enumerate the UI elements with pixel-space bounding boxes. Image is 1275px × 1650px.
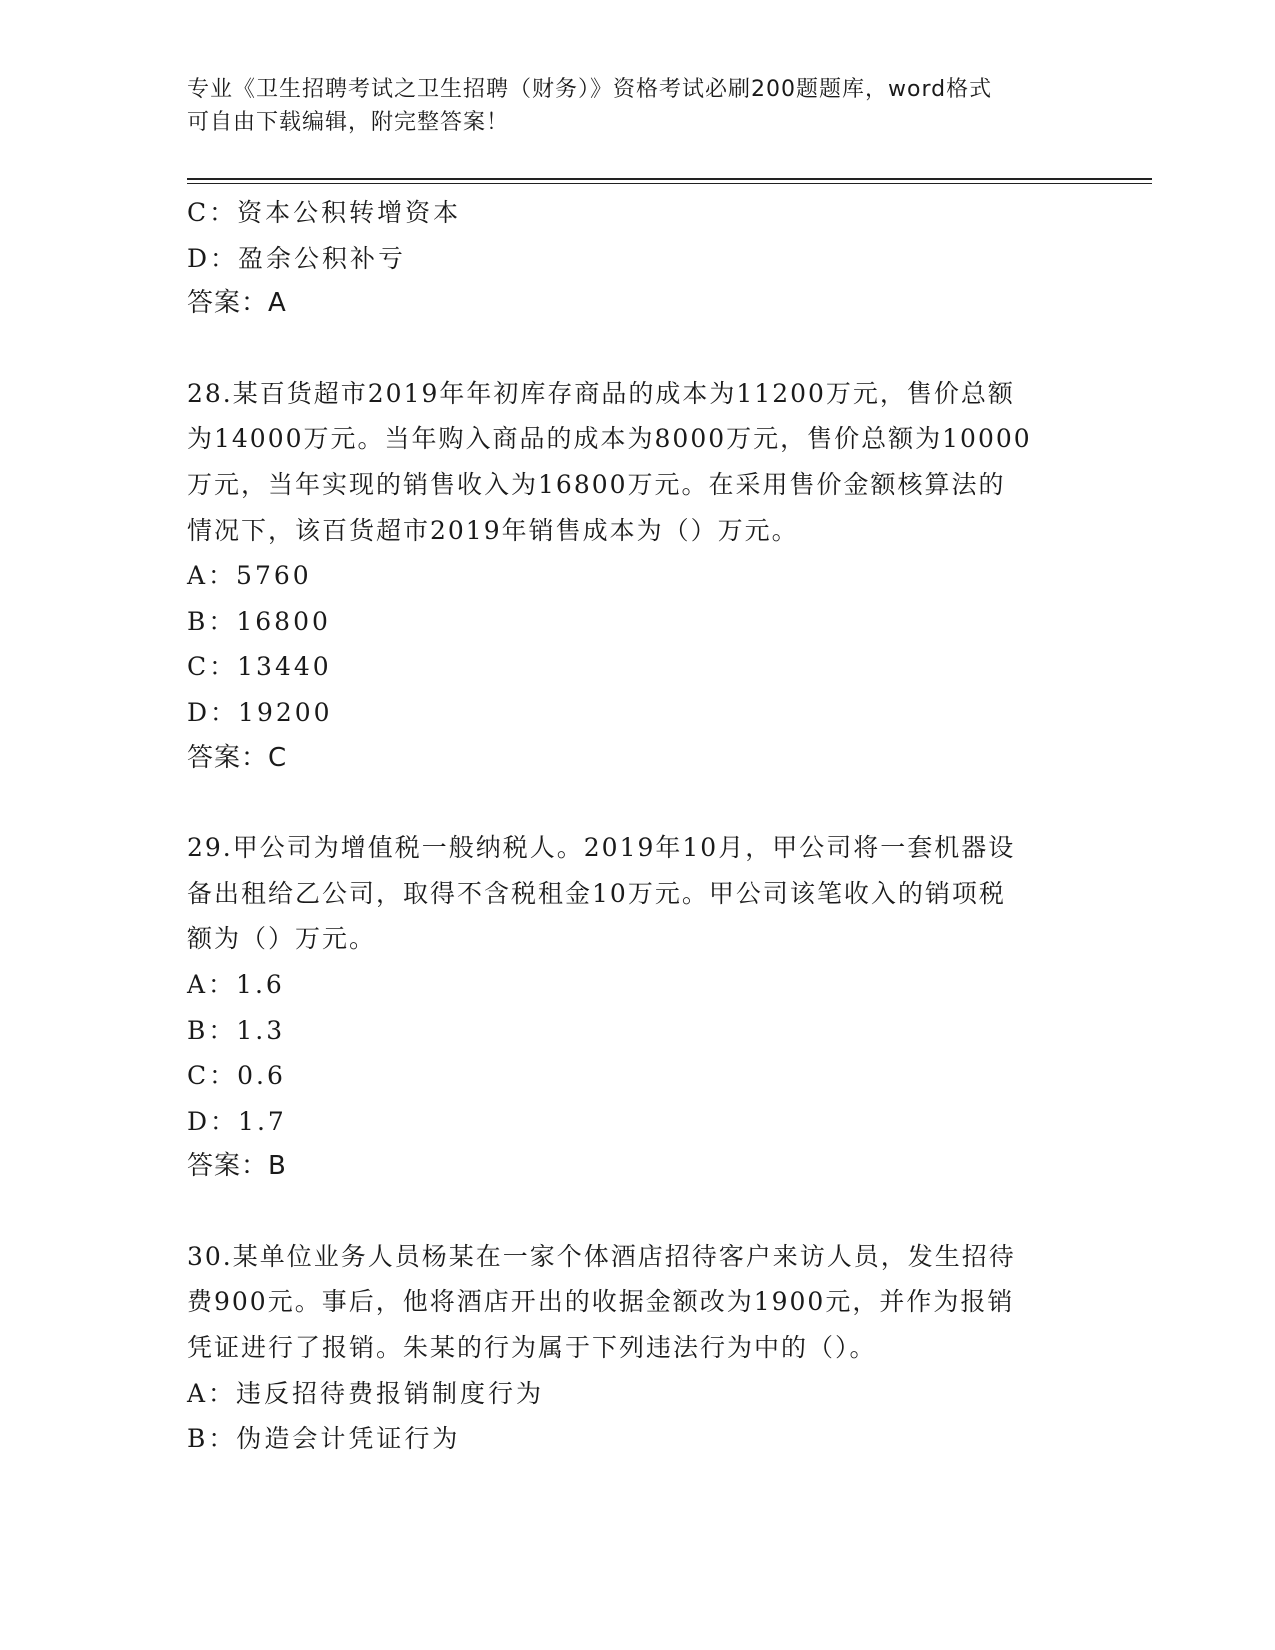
question-28 <box>187 371 1087 781</box>
spacer <box>187 1190 1087 1234</box>
answer-line: 答案：A <box>187 288 287 319</box>
option-d: D：1.7 <box>187 1106 287 1136</box>
question-stem <box>187 825 1087 962</box>
question-30 <box>187 1234 1087 1462</box>
stem-line: 28.某百货超市2019年年初库存商品的成本为11200万元，售价总额 <box>187 378 1015 408</box>
option-a: A：5760 <box>187 561 312 591</box>
question-27-continued <box>187 190 1087 327</box>
stem-line: 30.某单位业务人员杨某在一家个体酒店招待客户来访人员，发生招待 <box>187 1241 1016 1271</box>
header-line-1: 专业《卫生招聘考试之卫生招聘（财务）》资格考试必刷200题题库，word格式 <box>187 77 993 102</box>
answer-line: 答案：C <box>187 742 288 773</box>
stem-line: 备出租给乙公司，取得不含税租金10万元。甲公司该笔收入的销项税 <box>187 878 1006 908</box>
stem-line: 费900元。事后，他将酒店开出的收据金额改为1900元，并作为报销 <box>187 1287 1015 1317</box>
stem-line: 凭证进行了报销。朱某的行为属于下列违法行为中的（）。 <box>187 1333 877 1363</box>
option-b: B：1.3 <box>187 1015 286 1045</box>
option-b: B：伪造会计凭证行为 <box>187 1424 461 1454</box>
spacer <box>187 781 1087 825</box>
question-29 <box>187 825 1087 1190</box>
stem-line: 29.甲公司为增值税一般纳税人。2019年10月，甲公司将一套机器设 <box>187 833 1016 863</box>
stem-line: 情况下，该百货超市2019年销售成本为（）万元。 <box>187 515 799 545</box>
option-d: D：19200 <box>187 697 333 727</box>
header-divider-thick <box>187 178 1152 180</box>
stem-line: 为14000万元。当年购入商品的成本为8000万元，售价总额为10000 <box>187 424 1032 454</box>
question-list <box>187 190 1087 1462</box>
stem-line: 额为（）万元。 <box>187 924 377 954</box>
option-c: C：13440 <box>187 652 332 682</box>
answer-line: 答案：B <box>187 1151 287 1182</box>
option-b: B：16800 <box>187 606 331 636</box>
option-c: C：资本公积转增资本 <box>187 198 462 227</box>
header-line-2: 可自由下载编辑，附完整答案！ <box>187 110 510 135</box>
question-stem <box>187 371 1087 553</box>
stem-line: 万元，当年实现的销售收入为16800万元。在采用售价金额核算法的 <box>187 469 1006 499</box>
spacer <box>187 327 1087 371</box>
option-d: D：盈余公积补亏 <box>187 243 407 273</box>
option-a: A：1.6 <box>187 969 285 999</box>
option-a: A：违反招待费报销制度行为 <box>187 1378 545 1408</box>
question-stem <box>187 1234 1087 1371</box>
document-header <box>187 73 1067 139</box>
option-c: C：0.6 <box>187 1061 286 1091</box>
header-divider-thin <box>187 183 1152 184</box>
